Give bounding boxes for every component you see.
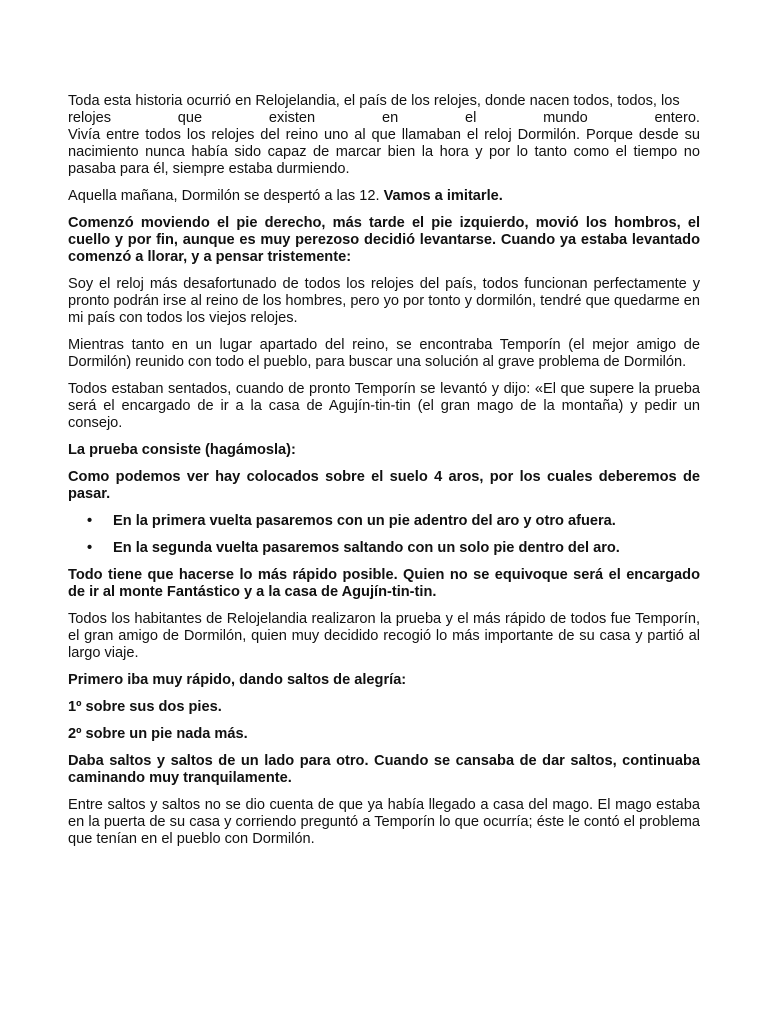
paragraph-wake-up-text: Aquella mañana, Dormilón se despertó a las 12. bbox=[68, 188, 384, 204]
document-page bbox=[68, 93, 700, 858]
paragraph-wake-up bbox=[68, 188, 700, 205]
paragraph-intro-line-1: Toda esta historia ocurrió en Relojelandia, el país de los relojes, donde nacen todos, todos, los bbox=[68, 93, 680, 109]
paragraph-movement: Comenzó moviendo el pie derecho, más tarde el pie izquierdo, movió los hombros, el cuello y por fin, aunque es muy perezoso decidió levantarse. Cuando ya estaba levantado comenzó a llorar, y a pensar tristemente: bbox=[68, 215, 700, 265]
paragraph-winner: Todos los habitantes de Relojelandia realizaron la prueba y el más rápido de todos fue Temporín, el gran amigo de Dormilón, quien muy decidido recogió lo más importante de su casa y partió al largo viaje. bbox=[68, 611, 700, 661]
paragraph-joy: Primero iba muy rápido, dando saltos de alegría: bbox=[68, 672, 407, 688]
bullet-text-1: En la primera vuelta pasaremos con un pie adentro del aro y otro afuera. bbox=[113, 513, 616, 529]
paragraph-wake-up-bold: Vamos a imitarle. bbox=[383, 188, 503, 204]
paragraph-intro-line-2: relojes que existen en el mundo entero. bbox=[68, 110, 700, 126]
bullet-icon: • bbox=[87, 540, 93, 556]
list-item bbox=[68, 540, 700, 557]
paragraph-test-heading: La prueba consiste (hagámosla): bbox=[68, 442, 296, 458]
paragraph-speed: Todo tiene que hacerse lo más rápido posible. Quien no se equivoque será el encargado de ir al monte Fantástico y a la casa de Agujín-tin-tin. bbox=[68, 567, 700, 600]
bullet-list bbox=[68, 513, 700, 557]
paragraph-jumps: Daba saltos y saltos de un lado para otro. Cuando se cansaba de dar saltos, continuaba caminando muy tranquilamente. bbox=[68, 753, 700, 786]
paragraph-intro bbox=[68, 93, 700, 178]
paragraph-step-2: 2º sobre un pie nada más. bbox=[68, 726, 248, 742]
paragraph-intro-rest: Vivía entre todos los relojes del reino uno al que llamaban el reloj Dormilón. Porque desde su nacimiento nunca había sido capaz de marcar bien la hora y por lo tanto como el tiempo no pasaba para él, siempre estaba durmiendo. bbox=[68, 127, 700, 177]
list-item bbox=[68, 513, 700, 530]
paragraph-arrival: Entre saltos y saltos no se dio cuenta de que ya había llegado a casa del mago. El mago estaba en la puerta de su casa y corriendo preguntó a Temporín lo que ocurría; éste le contó el problema que tenían en el pueblo con Dormilón. bbox=[68, 797, 700, 847]
paragraph-meeting: Todos estaban sentados, cuando de pronto Temporín se levantó y dijo: «El que supere la prueba será el encargado de ir a la casa de Agujín-tin-tin (el gran mago de la montaña) y pedir un consejo. bbox=[68, 381, 700, 431]
bullet-text-2: En la segunda vuelta pasaremos saltando con un solo pie dentro del aro. bbox=[113, 540, 620, 556]
paragraph-temporin: Mientras tanto en un lugar apartado del reino, se encontraba Temporín (el mejor amigo de Dormilón) reunido con todo el pueblo, para buscar una solución al grave problema de Dormilón. bbox=[68, 337, 700, 370]
bullet-icon: • bbox=[87, 513, 93, 529]
paragraph-step-1: 1º sobre sus dos pies. bbox=[68, 699, 222, 715]
paragraph-rings: Como podemos ver hay colocados sobre el suelo 4 aros, por los cuales deberemos de pasar. bbox=[68, 469, 700, 502]
paragraph-lament: Soy el reloj más desafortunado de todos los relojes del país, todos funcionan perfectamente y pronto podrán irse al reino de los hombres, pero yo por tonto y dormilón, tendré que quedarme en mi país con todos los viejos relojes. bbox=[68, 276, 700, 326]
